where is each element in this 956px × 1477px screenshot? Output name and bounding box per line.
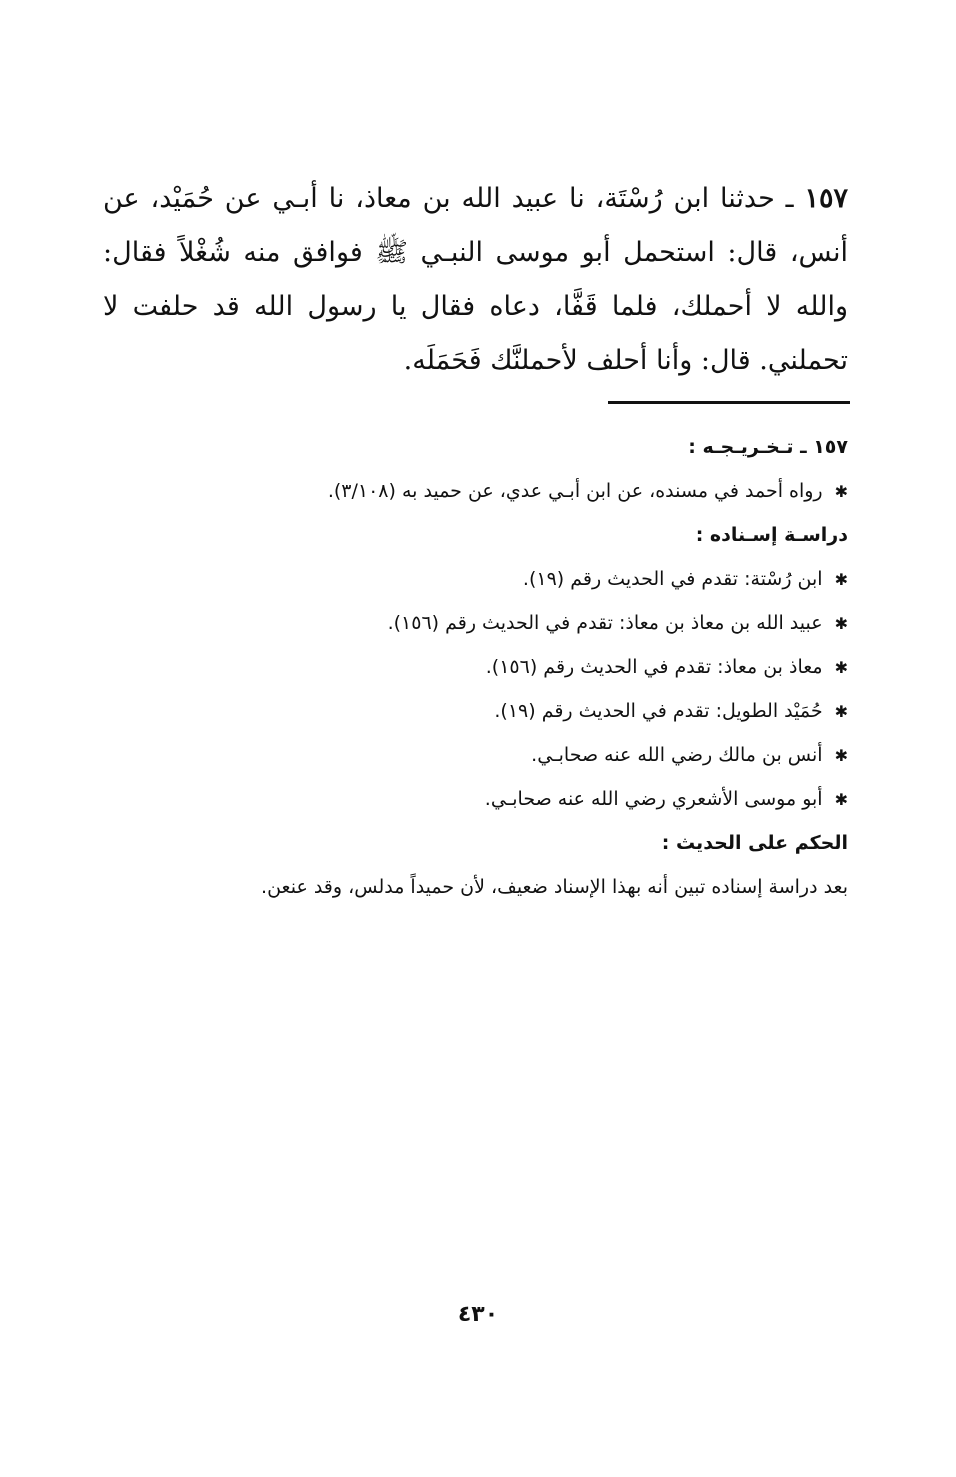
- asterisk-bullet-icon: ✱: [834, 570, 848, 589]
- asterisk-bullet-icon: ✱: [834, 790, 848, 809]
- isnad-item-text: أنس بن مالك رضي الله عنه صحابـي.: [531, 744, 823, 766]
- asterisk-bullet-icon: ✱: [834, 746, 848, 765]
- ruling-heading: الحكم على الحديث :: [661, 832, 848, 854]
- ruling-text: بعد دراسة إسناده تبين أنه بهذا الإسناد ضعيف، لأن حميداً مدلس، وقد عنعن.: [261, 876, 848, 898]
- asterisk-bullet-icon: ✱: [834, 614, 848, 633]
- isnad-item: [103, 777, 848, 821]
- hadith-dash: ـ: [785, 183, 794, 214]
- page-number: ٤٣٠: [457, 1302, 499, 1327]
- isnad-item: [103, 689, 848, 733]
- isnad-item: [103, 733, 848, 777]
- isnad-item: [103, 557, 848, 601]
- hadith-number: ١٥٧: [804, 183, 848, 214]
- isnad-item-text: أبو موسى الأشعري رضي الله عنه صحابـي.: [484, 788, 823, 810]
- isnad-item-text: عبيد الله بن معاذ بن معاذ: تقدم في الحديث رقم (١٥٦).: [387, 612, 823, 634]
- hadith-text: حدثنا ابن رُسْتَة، نا عبيد الله بن معاذ، نا أبـي عن حُمَيْد، عن أنس، قال: استحمل أبو موسى النبـي ﷺ فوافق منه شُغْلاً فقال: والله لا أحملك، فلما قَفَّا، دعاه فقال يا رسول الله قد حلفت لا تحملني. قال: وأنا أحلف لأحملنَّك فَحَمَلَه.: [103, 183, 848, 376]
- takhrij-item-text: رواه أحمد في مسنده، عن ابن أبـي عدي، عن حميد به (٣/١٠٨).: [327, 480, 823, 502]
- isnad-item: [103, 601, 848, 645]
- asterisk-bullet-icon: ✱: [834, 702, 848, 721]
- hadith-paragraph: [103, 172, 848, 388]
- asterisk-bullet-icon: ✱: [834, 658, 848, 677]
- isnad-study-heading: دراسـة إسـناده :: [695, 524, 848, 546]
- takhrij-heading: ١٥٧ ـ تـخـريـجـه :: [688, 436, 848, 458]
- isnad-item: [103, 645, 848, 689]
- takhrij-item: [103, 469, 848, 513]
- isnad-item-text: ابن رُسْتة: تقدم في الحديث رقم (١٩).: [522, 568, 823, 590]
- isnad-item-text: معاذ بن معاذ: تقدم في الحديث رقم (١٥٦).: [485, 656, 823, 678]
- footnote-separator: [608, 401, 850, 404]
- footnotes-section: [103, 425, 848, 909]
- asterisk-bullet-icon: ✱: [834, 482, 848, 501]
- isnad-item-text: حُمَيْد الطويل: تقدم في الحديث رقم (١٩).: [494, 700, 823, 722]
